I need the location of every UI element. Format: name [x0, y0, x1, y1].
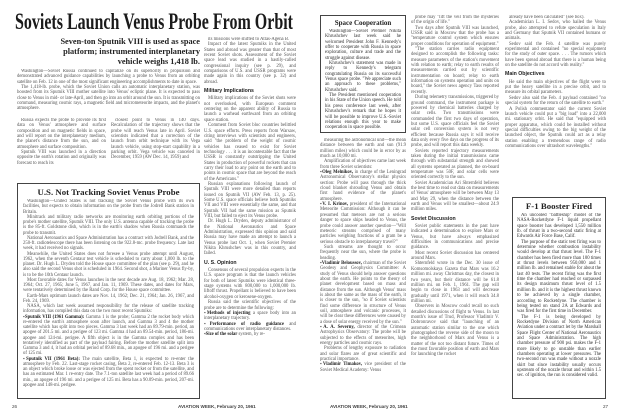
paragraph: Impact of the latest Sputniks in the United States and abroad was greater than that of most recent Soviet shots. Assessment of the Soviet space lead was studied in a hastily-called congressional inquiry (see p. 29), and comparisons of U.S. and USSR programs were made again in this country (see p. 32) and abroad. [204, 42, 296, 85]
column-b [411, 15, 499, 400]
paragraph: He said the main objectives of the flight were to put the heavy satellite in a precise orbit, and to measure its orbital parameters. [505, 79, 606, 96]
bullet-paragraph [320, 362, 406, 373]
article-headline: Soviets Launch Venus Probe From Orbit [15, 9, 293, 35]
paragraph: Sputnik VIII was launched in a direction opposite the earth's rotation and originally was forecast to reach its [17, 150, 106, 166]
paragraph: Khrushchev's statement was made in reply to Kennedy's telegram congratulating Russia on its successful Venus space probe. "We appreciate such an approach to these problems," Khrushchev said. [325, 61, 401, 93]
paragraph: measuring the astronomical unit—the mean distance between the earth and sun (91.9 million miles) which could be in error by as much as 10,000 mi. [320, 138, 406, 160]
us-not-tracking-box [17, 183, 200, 399]
box-body [321, 29, 405, 132]
box-title: F-1 Booster Fired [525, 201, 593, 211]
bullet-lead: Sputnik VIII (1961 Gamma): [24, 314, 85, 320]
bullet-paragraph [204, 311, 296, 322]
box-title: U.S. Not Tracking Soviet Venus Probe [37, 187, 180, 197]
paragraph: Sedov also said the Feb. 4 payload contained "no special system for the return of the satellite to earth." [505, 95, 606, 107]
bullet-paragraph [23, 315, 194, 357]
paragraph: Most recent Soviet discussion has centered around Mars. [411, 250, 499, 262]
paragraph: closest point to Venus in 140 days. Recalculation of the trajectory shows that the probe will reach Venus late in April. Soviet scientists indicated that a correction of the launch from orbit technique with its Vega launch vehicle, using stop-start capability in a parking orbit. Vega vehicle was canceled in December, 1959 (AW Dec. 14, 1959) and [111, 118, 200, 161]
bullet-icon: ▪ [320, 260, 322, 266]
paragraph: Sedov said the Feb. 4 satellite was purely experimental and contained "no special equipment for the study of outer space. . . . The rumors which have been spread abroad that there is a human being on the satellite do not accord with reality." [505, 41, 606, 69]
bullet-icon: ▪ [320, 202, 323, 208]
paragraph: Shternfeld wrote in the Dec. 30 issue of Komsomolskaya Gazeta that Mars was 16.2 million mi. away Christmas day, the closest in two years, but their distance will be 61.8 million mi. on Feb. 1, 1961. The gap will begin to close in 1963 and will decrease gradually until 1971, when it will reach 34.8 million mi. [411, 261, 499, 304]
section-heading: Soviet Discussion [411, 215, 456, 222]
bullet-text: president of the International Meteorite Commission: Although it can be presumed that meteors are not a serious danger to space ships headed to Venus, the probe could answer another question—"Will meteoric streams comprised of many particles weighing fractions of a gram be a serious obstacle to interplanetary travel?" [320, 202, 406, 245]
bullet-lead: Sputnik VII (1961 Beta): [26, 356, 80, 362]
paragraph: its missions were shifted to Atlas-Agena B. [208, 37, 290, 42]
bullet-paragraph [320, 170, 406, 202]
bullet-icon: ▪ [320, 170, 323, 176]
bullet-paragraph [204, 332, 296, 337]
paragraph: Amplification of objectives came last week from three Soviet scientists: [320, 159, 406, 170]
paragraph: Washington—Soviet Premier Nikita Khrushchev last week said he welcomed President John F. Kennedy's offer to cooperate with Russia in space exploration, culture and trade and the struggle against disease. [325, 29, 401, 61]
bullet-lead: Vladimir Timakov, [322, 362, 363, 368]
paragraph: Two days after Sputnik VIII was launched, USSR said in Moscow that the probe has a "temperature control system which ensures proper conditions for operation of equipment." [411, 25, 499, 47]
bullet-text: and communications over interplanetary distances. [204, 321, 296, 332]
bullet-text: The main satellite, Beta 1, is expected to re-enter the atmosphere by Feb. 22. Last-stage rocket casing, Beta 2, re-entered Feb. 12-13. Beta 3 is an object which broke loose or was ejected from the spent rocket or from the satellite, and has an estimated Mar. 1 re-entry date. The 7.1-ton satellite last week had a period of 89.66 min., an apogee of 196 mi. and a perigee of 125 mi. Beta has a 90.09-min. period, 207-mi. apogee and 148-mi. perigee. [23, 356, 194, 388]
paragraph: Problems of lengthy exposure to radiation and solar flares are of great scientific and practical importance. [320, 346, 406, 363]
paragraph: Soviets reported trajectory measurements taken during the initial transmissions came through with substantial strength and showed all systems operated as planned, the on-board temperature was 50F, and solar cells were oriented correctly to the sun. [411, 148, 499, 181]
bullet-paragraph [204, 322, 296, 333]
paragraph: Such streams are thought to occur frequently near the sun, where the probe is heading. [320, 244, 406, 261]
bullet-icon: ▪ [320, 325, 324, 331]
space-cooperation-box [320, 15, 406, 133]
bullet-icon: ▪ [23, 314, 25, 320]
paragraph: NASA, which last week assumed responsibility for the release of satellite tracking information, has compiled this data on the two most recent Sputniks: [23, 304, 194, 315]
paragraph: The 1,418-lb. probe, which the Soviet Union calls an automatic interplanetary station, was boosted from its Sputnik VIII mother satellite into Venus' ecliptic plane. It is expected to pass close to Venus in mid- or late-April, and then go into an orbit around the sun. It is transmitting on command, measuring cosmic rays, a magnetic field and micrometeorite impacts, and the planet's atmosphere. [17, 85, 200, 112]
section-heading: U. S. Opinion [204, 259, 237, 266]
bullet-text: in charge of the Leningrad Astronomical Observatory's stellar physics section: Probe will pass through the thick cloud blanket shrouding Venus and obtain first hand evidence of the planet's atmosphere. [320, 170, 406, 202]
running-footer: AVIATION WEEK, February 20, 1961 [330, 404, 408, 409]
paragraph: National Aeronautics and Space Administration has a contract with Jodrell Bank, and the 250-ft. radiotelescope there has been listening on the 922.8-mc. probe frequency. Late last week, it had received no signals. [23, 235, 194, 252]
paragraph: already have been calculated" (see box). [509, 15, 585, 20]
bullet-lead: A. A. Severny, [323, 325, 355, 331]
paragraph: Soviet public statements in the past have indicated a determination to explore Mars or Venus, but have always emphasized difficulties in communications and precise guidance. [411, 224, 499, 251]
paragraph: The purpose of the static test firing was to determine whether combustion instability would develop at that thrust level. The F-1 chamber has been fired more than 100 times at thrust levels between 950,000 and 1 million lb. and remained stable for about the last 40 tests. The recent firing was the first time the chamber had reached or surpassed its design maximum thrust level of 1.5 million lb. and it is the highest thrust known to be achieved by a single chamber, according to Rocketdyne. The chamber is being tested on stand 2A at Edwards and was fired for the first time in December. [517, 239, 601, 315]
bullet-paragraph [320, 325, 406, 346]
lead-block [17, 37, 200, 115]
column-3 [204, 37, 296, 399]
bullet-paragraph [23, 357, 194, 389]
paragraph: A Polish commentator said the current Soviet launch vehicle could put a "big load" into a 22,000 mi. stationary orbit. He said that "equipped with proper apparatus, which could be installed without special difficulties owing to the big weight of the launched object, the Sputnik could act as a relay station enabling a tremendous range of radio communications over ultrashort wavelengths." [505, 106, 606, 149]
running-footer: AVIATION WEEK, February 20, 1961 [178, 404, 256, 409]
bullet-paragraph [320, 261, 406, 325]
paragraph: Washington—Soviet Russia continued to capitalize on its superiority in propulsion and demonstrated advanced guidance capabilities by launching a probe to Venus from an orbiting satellite on Feb. 12 in one of the most significant engineering accomplishments to date in space. [17, 69, 200, 85]
section-heading: Military Implications [204, 88, 254, 95]
bullet-icon: ▪ [204, 332, 206, 338]
bullet-icon: ▪ [23, 356, 27, 362]
box-body [513, 213, 605, 398]
bullet-text: system, by re- [237, 332, 265, 338]
bullet-text: director of the Crimean Astrophysics Observatory: The probe will be subjected to the effects of meteorites, high energy particles and cosmic rays. [320, 325, 406, 347]
bullet-text: chairman of the Soviet Geodesy and Geophysics Committee: A study of Venus should help answer questions about the earth. He points to the theory of planet development based on mass and distance from the sun. Although Venus' mass is about the same as the mass of the earth, it is closer to the sun, "so if Soviet scientists find some difference in structure of Venus soil, atmosphere and volcanic processes, it will be clear these differences were caused by a dose of solar energy received by the sun." [320, 260, 406, 325]
paragraph: Observers in Moscow could recall no such detailed discussions of flight to Venus. In last month's issue of Trud, Professor Vladimir V. Dobronravov said that "launching of an automatic station similar to the one which photographed the reverse side of the moon to the neighborhood of Mars and Venus is a matter of the not too distant future. Times of the most favorable position of earth and Mars for launching the rocket [411, 304, 499, 358]
paragraph: Soviet Academician Ari Shternfeld believes the best time to read out data on measurements of Venus' atmosphere will be between May 13 and May 29, when the distance between the earth and Venus will be smallest—about 24.9 million miles. [411, 180, 499, 213]
bullet-lead: Oleg Melnikov, [322, 170, 354, 176]
section-heading: Main Objectives [505, 71, 545, 78]
paragraph: Russia said the scientific objectives of the probe are to determine the following: [204, 300, 296, 311]
bullet-icon: ▪ [320, 362, 323, 368]
paragraph: Military implications of the Soviet shots were not overlooked, with European comment centering on the apparent ability of Russia to launch a warhead earthward from an orbiting space station. [204, 96, 296, 123]
intro-text [17, 69, 200, 115]
paragraph: Comment from Soviet bloc countries belittled U.S. space efforts. Press reports from Warsaw, citing interviews with scientists and engineers, said "the problem of the weight of cosmic vehicles has ceased to exist for Soviet technology . . . it is an incontestable fact that the USSR is constantly outstripping the United States in production of powerful rockets that can carry their load to any point on the earth and to points in cosmic space that are beyond the reach of the Americans." [204, 123, 296, 182]
bullet-text: Gamma 1 is the probe; Gamma 2 the rocket body which re-entered the earth's atmosphere soon after launch, and Gamma 3 and 4 the mother satellite which has split into two pieces. Gamma 3 last week had an 89.79-min. period, an apogee of 201.5 mi. and a perigee of 123 mi. Gamma 4 had an 89.54-min. period, 186-mi. apogee and 124-mi. perigee. A fifth object is in the Gamma complex and has been tentatively identified as part of the payload fairing. Before the mother satellite split into Gamma 3 and 4, it had an orbital period of 89.68 min., an apogee of 196 mi. and a perigee of 125 mi. [23, 314, 194, 357]
column-2 [111, 118, 200, 181]
bullet-lead: Methods of injecting [206, 310, 251, 316]
paragraph: Consensus of several propulsion experts in the U.S. space program is that the launch vehicles for both of latest Sputniks were identical three-stage systems with 800,000 to 1,000,000 lb. liftoff thrust. Propellant is believed to have been alcohol-oxygen or kerosene-oxygen. [204, 268, 296, 300]
page-number: 27 [603, 404, 609, 409]
column-c [505, 15, 606, 190]
paragraph: Most favorable dates for Venus launches in the next decade are Aug. 18, 1962; Mar. 28, 1964; Oct. 27, 1965; June 5, 1967, and Jan. 11, 1969. These dates, and dates for Mars, were tentatively determined by the Rand Corp. for the House space committee. [23, 277, 194, 294]
bullet-lead: Size of the solar [205, 332, 238, 338]
paragraph: During telemetry transmissions, triggered by ground command, the instrument package is powered by chemical batteries charged by solar cells. Two transmissions were commanded the first two days of operation, but some U.S. space officials feel the Soviet solar cell conversion system is not very efficient because Russia says it will receive data only every five days on the progress of its probe, and will report this data weekly. [411, 95, 499, 149]
article-subhead: Seven-ton Sputnik VIII is used as space platform; instrumented interplanetary vehicle weighs 1,418 lb. [60, 37, 200, 66]
paragraph: An uncooled "battleship" model of the NASA-Rocketdyne F-1 liquid propellant space booster has developed 1,550 million lb. of thrust in a two-second static firing at Edwards Air Force Base, Calif. [517, 213, 601, 240]
page-number: 26 [12, 404, 18, 409]
paragraph: The F-1 is being developed by Rocketdyne Division of North American Aviation under a contract let by the Marshall Space Flight Center of National Aeronautics and Space Administration. The high chamber pressure of 900 psi. makes the F-1 more likely to go unstable than earlier chambers operating at lower pressures. The two-second run was made without a nozzle skirt but since instability usually occurs upstream of the nozzle throat and within 1.5 sec. of ignition, the run is considered valid. [517, 314, 601, 379]
paragraph: Washington—United States is not tracking the Soviet Venus probe with its own facilities, but expects to obtain information on the probe from the Jodrell Bank station in Britain. [23, 199, 194, 215]
bullet-paragraph [320, 202, 406, 245]
box-title: Space Cooperation [334, 19, 392, 27]
bullet-lead: Performance of radio guidance [209, 321, 284, 327]
bullet-text: vice president of the Soviet Medical Academy: Venus [320, 362, 406, 373]
bullet-text: a space body into an interplanetary trajectory. [204, 310, 296, 322]
box-body [18, 199, 199, 398]
paragraph: Dr. Hugh L. Dryden, deputy administrator of the National Aeronautics and Space Administration, expressed this opinion and said Russia may have made an attempt to launch a Venus probe last Oct. 1, when Soviet Premier Nikita Khrushchev was in this country, and failed. [204, 219, 296, 257]
f1-booster-box [512, 197, 606, 399]
paragraph: Earth-Mars optimum launch dates are Nov. 14, 1962; Dec. 21, 1964; Jan. 26, 1967, and Feb. 24, 1969. [23, 293, 194, 304]
bullet-lead: V. I. Krinov, [322, 202, 349, 208]
paragraph: Russia expects the probe to provide its first data on Venus' atmosphere and surface composition and on magnetic fields in space, and will report on the interplanetary medium, the planet's distance from the sun, and on atmosphere and surface composition. [17, 118, 106, 150]
column-1 [17, 118, 106, 181]
column-a [320, 138, 406, 400]
paragraph: The President mentioned cooperation in his State of the Union speech. He told his press conference last week, after Khrushchev's remark that he hopes it will be possible to improve U.S.-Soviet relations enough this year to make cooperation in space possible. [325, 93, 401, 131]
bullet-lead: Vladimir Beloussov, [321, 260, 362, 266]
bullet-icon: ▪ [204, 310, 207, 316]
paragraph: Russian explanations following launch of Sputnik VIII were more detailed than reports issued on Sputnik VII (AW Feb. 13, p. 25). Some U.S. space officials believe both Sputniks VII and VIII were essentially the same, and that Sputnik VII had the same mission as Sputnik VIII, but failed to eject its Venus probe. [204, 181, 296, 219]
paragraph: Minitrack and military radio networks are monitoring earth orbiting portions of the probe's mother satellite, Sputnik VIII. The only U.S. antenna capable of tracking the probe is the 85-ft. Goldstone dish, which is in the earth's shadow when Russia commands the probe to transmit. [23, 214, 194, 236]
paragraph: "The station carries radio equipment designed to accomplish the following tasks: measure parameters of the station's movement with relation to earth; relay to earth results of measurements carried out by scientific instrumentation on board; relay to earth information on systems operation and units on board," the Soviet news agency Tass reported recently. [411, 47, 499, 95]
paragraph: Meanwhile, the United States does not foresee a Venus probe attempt until August, 1962, when the seventh Centaur test vehicle is scheduled to carry about 1,000 lb. to the planet. Dr. Hugh L. Dryden told the House space committee of the plan (see p. 29), and he also said the second Venus shot is scheduled in 1964. Second shot, a Mariner Venus fly-by, is to be the 10th Centaur launch. [23, 251, 194, 278]
bullet-icon: ▪ [204, 321, 210, 327]
paragraph: Academician L. I. Sedov, who hailed the Venus probe, also attempted to refute speculation in Italy and Germany that Sputnik VII contained humans or animals. [505, 20, 606, 42]
paragraph: probe may "lift the veil from the mysteries of the origin of life." [411, 15, 499, 26]
